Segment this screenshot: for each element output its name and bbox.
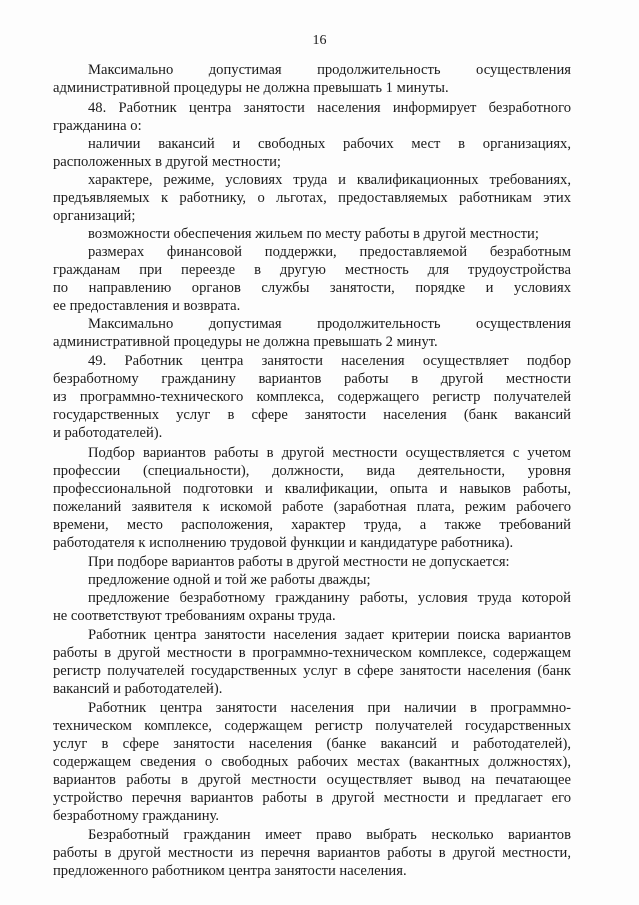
text-line: Работник центра занятости населения задает критерии поиска вариантов	[88, 627, 571, 643]
text-line: Максимально допустимая продолжительность осуществления	[88, 62, 571, 78]
text-line: вакансий и работодателей).	[53, 681, 223, 697]
text-line: из программно-технического комплекса, содержащего регистр получателей	[53, 389, 571, 405]
text-line: не соответствуют требованиям охраны труда.	[53, 608, 336, 624]
text-line: характере, режиме, условиях труда и квалификационных требованиях,	[88, 172, 571, 188]
text-line: предложение безработному гражданину работы, условия труда которой	[88, 590, 571, 606]
text-line: ее предоставления и возврата.	[53, 298, 241, 314]
text-line: содержащем сведения о свободных рабочих местах (вакантных должностях),	[53, 754, 571, 770]
text-line: расположенных в другой местности;	[53, 154, 281, 170]
text-line: административной процедуры не должна превышать 1 минуты.	[53, 80, 449, 96]
text-line: возможности обеспечения жильем по месту работы в другой местности;	[88, 226, 539, 242]
text-line: техническом комплексе, содержащем регистр получателей государственных	[53, 718, 571, 734]
text-line: профессиональной подготовки и квалификации, опыта и навыков работы,	[53, 481, 571, 497]
text-line: При подборе вариантов работы в другой местности не допускается:	[88, 554, 510, 570]
text-line: устройство перечня вариантов работы в другой местности и предлагает его	[53, 790, 571, 806]
text-line: государственных услуг в сфере занятости населения (банк вакансий	[53, 407, 571, 423]
text-line: безработному гражданину вариантов работы в другой местности	[53, 371, 571, 387]
text-line: времени, место расположения, характер труда, а также требований	[53, 517, 571, 533]
text-line: административной процедуры не должна превышать 2 минут.	[53, 334, 438, 350]
text-line: вариантов работы в другой местности осуществляет вывод на печатающее	[53, 772, 571, 788]
text-line: Максимально допустимая продолжительность осуществления	[88, 316, 571, 332]
text-line: профессии (специальности), должности, вида деятельности, уровня	[53, 463, 571, 479]
text-line: регистр получателей государственных услуг в сфере занятости населения (банк	[53, 663, 571, 679]
text-line: размерах финансовой поддержки, предоставляемой безработным	[88, 244, 571, 260]
text-line: работы в другой местности из перечня вариантов работы в другой местности,	[53, 845, 571, 861]
text-line: 49. Работник центра занятости населения осуществляет подбор	[88, 353, 571, 369]
text-line: предложенного работником центра занятости населения.	[53, 863, 407, 879]
text-line: пожеланий заявителя к искомой работе (заработная плата, режим рабочего	[53, 499, 571, 515]
text-line: предложение одной и той же работы дважды;	[88, 572, 371, 588]
text-line: гражданам при переезде в другую местность для трудоустройства	[53, 262, 571, 278]
text-line: по направлению органов службы занятости, порядке и условиях	[53, 280, 571, 296]
page-number: 16	[312, 33, 327, 48]
text-line: Безработный гражданин имеет право выбрать несколько вариантов	[88, 827, 571, 843]
text-line: 48. Работник центра занятости населения информирует безработного	[88, 100, 571, 116]
text-line: предъявляемых к работнику, о льготах, предоставляемых работникам этих	[53, 190, 571, 206]
text-line: наличии вакансий и свободных рабочих мест в организациях,	[88, 136, 571, 152]
text-line: организаций;	[53, 208, 136, 224]
text-line: и работодателей).	[53, 425, 163, 441]
text-line: Подбор вариантов работы в другой местности осуществляется с учетом	[88, 445, 571, 461]
text-line: работы в другой местности в программно-техническом комплексе, содержащем	[53, 645, 571, 661]
text-line: работодателя к исполнению трудовой функции и кандидатуре работника).	[53, 535, 514, 551]
text-line: гражданина о:	[53, 118, 142, 134]
text-line: Работник центра занятости населения при наличии в программно-	[88, 700, 571, 716]
text-line: безработному гражданину.	[53, 808, 220, 824]
text-line: услуг в сфере занятости населения (банке вакансий и работодателей),	[53, 736, 571, 752]
